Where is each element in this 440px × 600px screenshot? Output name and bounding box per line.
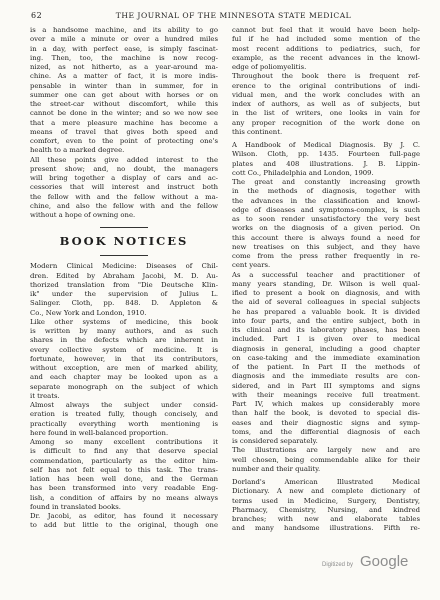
text-line: without a hope of owning one. [30,211,136,219]
paragraph [30,512,218,531]
text-line: ful if he had included some mention of the [232,35,420,44]
text-line: Part IV, which makes up considerably more [232,400,420,408]
digitized-by-google-watermark [322,551,422,575]
left-column [30,26,218,586]
text-line: ified to present a book on diagnosis, and with [232,289,420,297]
text-line: of the patient. In Part II the methods of [232,363,420,371]
text-line: means of travel that gives both speed and [30,127,218,136]
text-line: branches; with new and elaborate tables [232,515,420,523]
text-line: diagnosis and the immediate results are con- [232,372,420,381]
text-line: lish, a condition of affairs by no means always [30,493,218,502]
text-line: eration is treated fully, though concisely, and [30,410,218,419]
text-line: cannot but feel that it would have been help- [232,26,420,34]
text-line: with their meanings receive full treatment. [232,390,420,399]
paragraph [232,178,420,271]
text-line: as to soon render unsatisfactory the very best [232,215,420,223]
section-rule [100,227,148,228]
text-line: every collective system of medicine. It is [30,345,218,354]
text-line: is a handsome machine, and its ability to go [30,26,218,34]
text-line: over a mile a minute or over a hundred miles [30,35,218,44]
text-line: is considered separately. [232,437,318,445]
paragraph [30,156,218,221]
text-line: any proper recognition of the work done on [232,118,420,127]
text-line: the advances in the classification and knowl- [232,196,420,205]
page-number: 62 [31,11,43,20]
text-line: A Handbook of Medical Diagnosis. By J. C. [232,141,420,149]
text-line: commendation, particularly as the editor him- [30,456,218,465]
text-line: new treatises on this subject, and they have [232,242,420,251]
text-line: into four parts, and the entire subject, both in [232,316,420,325]
text-line: in the methods of diagnosis, together with [232,187,420,196]
text-line: he has prepared a valuable book. It is divided [232,307,420,316]
book-citation [30,262,218,318]
text-line: present show; and, no doubt, the managers [30,164,218,173]
text-line: many years standing, Dr. Wilson is well qual- [232,279,420,288]
text-line: erence to the original contributions of indi- [232,81,420,90]
paragraph [232,446,420,474]
book-citation [232,141,420,178]
text-line: to add but little to the original, though one [30,521,218,530]
text-line: is difficult to find any that deserve special [30,447,218,456]
text-line: ing. Then, too, the machine is now recog- [30,53,218,62]
text-line: Throughout the book there is frequent ref- [232,72,420,81]
text-line: shares in the defects which are inherent in [30,336,218,345]
text-line: pensable in winter than in summer, for in [30,81,218,90]
text-line: Among so many excellent contributions it [30,438,218,446]
paragraph [232,72,420,137]
text-line: come from the press rather frequently in re- [232,252,420,260]
text-line: it treats. [30,391,60,400]
text-line: Modern Clinical Medicine: Diseases of Chil- [30,262,218,271]
text-line: this account there is always found a need for [232,233,420,242]
text-line: index of authors, as well as of subjects, but [232,100,420,108]
section-heading-book-notices: BOOK NOTICES [59,234,189,249]
text-line: example, as the recent advances in the knowl- [232,53,420,62]
text-line: separate monograph on the subject of which [30,382,218,391]
text-line: found in translated books. [30,502,121,511]
text-line: edge of diseases and symptoms-complex, is such [232,205,420,214]
text-line: thorized translation from "Die Deutsche Klin- [30,280,218,289]
text-line: vidual men, and the work concludes with an [232,90,420,99]
text-line: sidered, and in Part III symptoms and signs [232,381,420,390]
text-line: Co., New York and London, 1910. [30,308,147,317]
text-line: The illustrations are largely new and are [232,446,420,455]
book-citation [232,478,420,534]
paragraph [232,26,420,72]
text-line: summer one can get about with horses or on [30,90,218,99]
text-line: in a day, with perfect ease, is simply fascinat- [30,44,218,53]
text-line: the fellow with and the fellow without a ma- [30,192,218,201]
watermark-prefix: Digitized by [322,562,354,568]
text-line: diagnosis in general, including a good chapter [232,344,420,353]
text-line: Dictionary. A new and complete dictionary of [232,487,420,496]
text-line: in the list of writers, one looks in vain for [232,109,420,118]
text-line: will bring together a display of cars and ac- [30,174,218,182]
section-rule [100,255,148,256]
text-line: comfort, even to the point of protecting one's [30,137,218,145]
google-logo: Google [360,553,409,570]
text-line: Like other systems of medicine, this book [30,317,218,326]
text-line: self has not felt equal to this task. The trans- [30,465,218,474]
text-line: Almost always the subject under consid- [30,401,218,409]
text-line: chine. As a matter of fact, it is more indis- [30,72,218,81]
text-line: cent years. [232,261,271,270]
paragraph [30,26,218,156]
text-line: terms used in Medicine, Surgery, Dentistry, [232,496,420,505]
text-line: All these points give added interest to the [30,155,218,164]
text-line: fortunate, however, in that its contributors, [30,354,218,363]
running-header [31,11,420,25]
text-line: most recent additions to pediatrics, such, for [232,44,420,53]
text-line: chine, and also the fellow with and the fellow [30,201,218,210]
text-line: cessories that will interest and instruct both [30,183,218,192]
text-line: The great and constantly increasing growth [232,178,420,186]
text-line: than half the book, is devoted to special dis- [232,409,420,418]
paragraph [30,401,218,438]
text-line: the aid of several colleagues in special subjects [232,298,420,307]
text-line: dren. Edited by Abraham Jacobi, M. D. Au- [30,271,218,280]
text-line: As a successful teacher and practitioner of [232,270,420,279]
text-line: lation has been well done, and the German [30,475,218,483]
text-line: nized, as not hitherto, as a year-around ma- [30,63,218,71]
journal-running-head: THE JOURNAL OF THE MINNESOTA STATE MEDICAL [115,11,352,20]
text-line: plates and 408 illustrations. J. B. Lippin- [232,159,420,168]
text-line: and each chapter may be looked upon as a [30,373,218,382]
text-line: the street-car without discomfort, while this [30,100,218,108]
text-line: Salinger. Cloth, pp. 848. D. Appleton & [30,299,218,308]
text-line: has been transformed into very readable Eng- [30,484,218,493]
text-line: eases and their diagnostic signs and symp- [232,418,420,427]
text-line: toms, and the differential diagnosis of each [232,427,420,436]
text-line: here found in well-balanced proportion. [30,428,169,437]
text-line: Pharmacy, Chemistry, Nursing, and kindred [232,505,420,514]
text-line: that a mere pleasure machine has become a [30,118,218,127]
text-line: cott Co., Philadelphia and London, 1909. [232,168,374,177]
text-line: ik" under the supervision of Julius L. [30,290,218,298]
text-line: practically everything worth mentioning is [30,419,218,428]
text-line: and many handsome illustrations. Fifth re- [232,524,420,533]
paragraph [30,438,218,512]
right-column [232,26,420,586]
text-line: Wilson. Cloth, pp. 1435. Fourteen full-page [232,150,420,159]
text-line: on case-taking and the immediate examination [232,353,420,362]
text-line: its clinical and its laboratory phases, has been [232,326,420,334]
text-line: well chosen, being commendable alike for their [232,455,420,464]
text-line: works on the diagnosis of a given period. On [232,224,420,233]
text-line: is written by many authors, and as such [30,327,218,335]
paragraph [30,318,218,401]
text-line: Dr. Jacobi, as editor, has found it necessary [30,512,218,520]
text-line: Dorland's American Illustrated Medical [232,478,420,486]
text-line: this continent. [232,127,283,136]
text-line: included. Part I is given over to medical [232,335,420,344]
text-line: edge of poliomyelitis. [232,63,307,71]
text-line: health to a marked degree. [30,146,125,155]
text-line: without exception, are men of marked ability, [30,364,218,372]
text-line: number and their quality. [232,464,321,473]
paragraph [232,271,420,447]
text-line: cannot be done in the winter; and so we now see [30,109,218,118]
